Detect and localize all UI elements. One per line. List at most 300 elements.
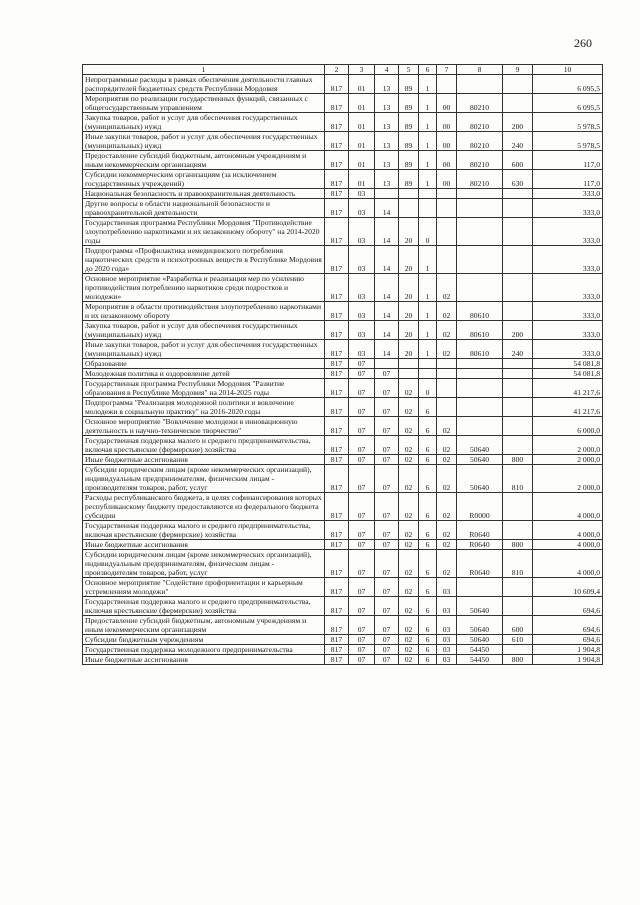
section-code-cell: 07 xyxy=(349,521,375,540)
subsection-code-cell: 07 xyxy=(375,369,399,379)
row-name-cell: Основное мероприятие «Разработка и реализация мер по усилению противодействия потреблению наркотиков среди подростков и молодежи» xyxy=(83,274,325,302)
amount-cell: 694,6 xyxy=(533,635,603,645)
program-code-cell: 89 xyxy=(399,151,419,170)
amount-cell: 54 081,8 xyxy=(533,369,603,379)
section-code-cell: 07 xyxy=(349,379,375,398)
direction-code-cell: R0000 xyxy=(457,493,503,521)
direction-code-cell: 80210 xyxy=(457,132,503,151)
table-row xyxy=(83,340,603,359)
table-row xyxy=(83,540,603,550)
row-name-cell: Государственная программа Республики Мордовия "Противодействие злоупотреблению наркотиками и их незаконному обороту" на 2014-2020 годы xyxy=(83,218,325,246)
subprogram-code-cell xyxy=(419,369,437,379)
amount-cell: 6 095,5 xyxy=(533,75,603,94)
subprogram-code-cell: 1 xyxy=(419,151,437,170)
subsection-code-cell: 14 xyxy=(375,274,399,302)
program-code-cell: 02 xyxy=(399,521,419,540)
program-code-cell: 20 xyxy=(399,321,419,340)
program-code-cell: 02 xyxy=(399,655,419,665)
row-name-cell: Субсидии бюджетным учреждениям xyxy=(83,635,325,645)
table-row xyxy=(83,199,603,218)
section-code-cell: 01 xyxy=(349,75,375,94)
table-row xyxy=(83,246,603,274)
table-row xyxy=(83,436,603,455)
event-code-cell: 03 xyxy=(437,578,457,597)
subsection-code-cell: 07 xyxy=(375,540,399,550)
ministry-code-cell: 817 xyxy=(325,94,349,113)
table-row xyxy=(83,94,603,113)
program-code-cell: 89 xyxy=(399,132,419,151)
direction-code-cell xyxy=(457,578,503,597)
amount-cell: 333,0 xyxy=(533,321,603,340)
ministry-code-cell: 817 xyxy=(325,417,349,436)
program-code-cell: 20 xyxy=(399,340,419,359)
program-code-cell: 02 xyxy=(399,540,419,550)
program-code-cell: 02 xyxy=(399,379,419,398)
amount-cell: 117,0 xyxy=(533,151,603,170)
program-code-cell: 89 xyxy=(399,75,419,94)
row-name-cell: Иные закупки товаров, работ и услуг для обеспечения государственных (муниципальных) нужд xyxy=(83,132,325,151)
ministry-code-cell: 817 xyxy=(325,578,349,597)
table-row xyxy=(83,151,603,170)
direction-code-cell: 50640 xyxy=(457,465,503,493)
section-code-cell: 07 xyxy=(349,369,375,379)
row-name-cell: Подпрограмма "Реализация молодежной политики и вовлечение молодежи в социальную практику" на 2016-2020 годы xyxy=(83,398,325,417)
subprogram-code-cell: 0 xyxy=(419,218,437,246)
event-code-cell: 02 xyxy=(437,455,457,465)
direction-code-cell: R0640 xyxy=(457,550,503,578)
subprogram-code-cell: 6 xyxy=(419,578,437,597)
table-row xyxy=(83,274,603,302)
amount-cell: 5 978,5 xyxy=(533,113,603,132)
table-row xyxy=(83,578,603,597)
subprogram-code-cell: 6 xyxy=(419,655,437,665)
subprogram-code-cell: 1 xyxy=(419,113,437,132)
table-row xyxy=(83,455,603,465)
direction-code-cell: 50640 xyxy=(457,436,503,455)
subsection-code-cell: 07 xyxy=(375,578,399,597)
section-code-cell: 07 xyxy=(349,578,375,597)
expense-type-cell xyxy=(503,436,533,455)
direction-code-cell xyxy=(457,379,503,398)
subsection-code-cell: 07 xyxy=(375,645,399,655)
ministry-code-cell: 817 xyxy=(325,151,349,170)
amount-cell: 1 904,8 xyxy=(533,645,603,655)
column-header: 4 xyxy=(375,65,399,75)
column-header: 7 xyxy=(437,65,457,75)
subsection-code-cell: 07 xyxy=(375,521,399,540)
ministry-code-cell: 817 xyxy=(325,170,349,189)
amount-cell: 4 000,0 xyxy=(533,540,603,550)
program-code-cell: 89 xyxy=(399,170,419,189)
program-code-cell: 02 xyxy=(399,465,419,493)
program-code-cell: 02 xyxy=(399,550,419,578)
program-code-cell: 02 xyxy=(399,645,419,655)
expense-type-cell xyxy=(503,246,533,274)
row-name-cell: Субсидии юридическим лицам (кроме некоммерческих организаций), индивидуальным предпринимателям, физическим лицам - производителям товаров, работ, услуг xyxy=(83,550,325,578)
expense-type-cell xyxy=(503,578,533,597)
table-row xyxy=(83,597,603,616)
direction-code-cell xyxy=(457,369,503,379)
table-row xyxy=(83,189,603,199)
event-code-cell: 02 xyxy=(437,340,457,359)
subprogram-code-cell: 6 xyxy=(419,521,437,540)
expense-type-cell xyxy=(503,521,533,540)
subprogram-code-cell: 1 xyxy=(419,132,437,151)
row-name-cell: Государственная поддержка молодежного предпринимательства xyxy=(83,645,325,655)
section-code-cell: 07 xyxy=(349,359,375,369)
expense-type-cell: 240 xyxy=(503,340,533,359)
subprogram-code-cell: 6 xyxy=(419,465,437,493)
table-row xyxy=(83,635,603,645)
expense-type-cell xyxy=(503,379,533,398)
program-code-cell: 02 xyxy=(399,493,419,521)
event-code-cell xyxy=(437,75,457,94)
amount-cell: 333,0 xyxy=(533,189,603,199)
direction-code-cell: 50640 xyxy=(457,616,503,635)
direction-code-cell xyxy=(457,189,503,199)
expense-type-cell xyxy=(503,218,533,246)
column-header: 5 xyxy=(399,65,419,75)
section-code-cell: 07 xyxy=(349,465,375,493)
table-row xyxy=(83,75,603,94)
section-code-cell: 07 xyxy=(349,597,375,616)
expense-type-cell: 200 xyxy=(503,321,533,340)
row-name-cell: Мероприятия по реализации государственных функций, связанных с общегосударственным управлением xyxy=(83,94,325,113)
row-name-cell: Предоставление субсидий бюджетным, автономным учреждениям и иным некоммерческим организациям xyxy=(83,616,325,635)
amount-cell: 41 217,6 xyxy=(533,379,603,398)
amount-cell: 5 978,5 xyxy=(533,132,603,151)
expense-type-cell: 810 xyxy=(503,550,533,578)
direction-code-cell xyxy=(457,359,503,369)
expense-type-cell xyxy=(503,75,533,94)
program-code-cell xyxy=(399,359,419,369)
expense-type-cell: 800 xyxy=(503,540,533,550)
subsection-code-cell: 07 xyxy=(375,417,399,436)
row-name-cell: Образование xyxy=(83,359,325,369)
subsection-code-cell: 07 xyxy=(375,455,399,465)
subsection-code-cell: 07 xyxy=(375,597,399,616)
event-code-cell: 03 xyxy=(437,655,457,665)
ministry-code-cell: 817 xyxy=(325,274,349,302)
direction-code-cell: 50640 xyxy=(457,455,503,465)
subprogram-code-cell: 6 xyxy=(419,550,437,578)
subsection-code-cell: 07 xyxy=(375,635,399,645)
amount-cell: 4 000,0 xyxy=(533,521,603,540)
page-number: 260 xyxy=(574,36,592,50)
section-code-cell: 03 xyxy=(349,199,375,218)
amount-cell: 6 095,5 xyxy=(533,94,603,113)
row-name-cell: Иные закупки товаров, работ и услуг для обеспечения государственных (муниципальных) нужд xyxy=(83,340,325,359)
event-code-cell xyxy=(437,359,457,369)
program-code-cell: 20 xyxy=(399,218,419,246)
table-row xyxy=(83,218,603,246)
subsection-code-cell: 07 xyxy=(375,379,399,398)
table-row xyxy=(83,113,603,132)
row-name-cell: Государственная поддержка малого и среднего предпринимательства, включая крестьянские (фермерские) хозяйства xyxy=(83,521,325,540)
amount-cell: 694,6 xyxy=(533,616,603,635)
column-header: 3 xyxy=(349,65,375,75)
ministry-code-cell: 817 xyxy=(325,246,349,274)
amount-cell: 4 000,0 xyxy=(533,493,603,521)
ministry-code-cell: 817 xyxy=(325,465,349,493)
amount-cell: 333,0 xyxy=(533,302,603,321)
expense-type-cell xyxy=(503,398,533,417)
amount-cell: 117,0 xyxy=(533,170,603,189)
expense-type-cell: 630 xyxy=(503,170,533,189)
expense-type-cell xyxy=(503,597,533,616)
subprogram-code-cell: 6 xyxy=(419,597,437,616)
table-row xyxy=(83,132,603,151)
program-code-cell: 02 xyxy=(399,417,419,436)
direction-code-cell: 80610 xyxy=(457,340,503,359)
ministry-code-cell: 817 xyxy=(325,540,349,550)
direction-code-cell: 54450 xyxy=(457,655,503,665)
program-code-cell: 02 xyxy=(399,635,419,645)
subprogram-code-cell: 1 xyxy=(419,170,437,189)
direction-code-cell: 80210 xyxy=(457,94,503,113)
event-code-cell: 02 xyxy=(437,465,457,493)
direction-code-cell: 80210 xyxy=(457,170,503,189)
ministry-code-cell: 817 xyxy=(325,521,349,540)
event-code-cell: 02 xyxy=(437,321,457,340)
row-name-cell: Национальная безопасность и правоохранительная деятельность xyxy=(83,189,325,199)
expense-type-cell: 240 xyxy=(503,132,533,151)
ministry-code-cell: 817 xyxy=(325,635,349,645)
row-name-cell: Основное мероприятие "Содействие профориентации и карьерным устремлениям молодежи" xyxy=(83,578,325,597)
amount-cell: 333,0 xyxy=(533,199,603,218)
event-code-cell: 02 xyxy=(437,521,457,540)
subprogram-code-cell: 6 xyxy=(419,417,437,436)
amount-cell: 6 000,0 xyxy=(533,417,603,436)
expense-type-cell xyxy=(503,189,533,199)
subprogram-code-cell: 6 xyxy=(419,436,437,455)
table-row xyxy=(83,616,603,635)
section-code-cell: 07 xyxy=(349,398,375,417)
subsection-code-cell: 14 xyxy=(375,246,399,274)
direction-code-cell xyxy=(457,417,503,436)
expense-type-cell xyxy=(503,417,533,436)
program-code-cell xyxy=(399,199,419,218)
event-code-cell: 00 xyxy=(437,132,457,151)
subsection-code-cell: 07 xyxy=(375,436,399,455)
subprogram-code-cell: 6 xyxy=(419,645,437,655)
amount-cell: 4 000,0 xyxy=(533,550,603,578)
ministry-code-cell: 817 xyxy=(325,218,349,246)
event-code-cell: 02 xyxy=(437,302,457,321)
direction-code-cell: R0640 xyxy=(457,521,503,540)
direction-code-cell xyxy=(457,398,503,417)
subprogram-code-cell: 6 xyxy=(419,635,437,645)
direction-code-cell: 50640 xyxy=(457,597,503,616)
table-row xyxy=(83,170,603,189)
row-name-cell: Иные бюджетные ассигнования xyxy=(83,455,325,465)
column-header: 10 xyxy=(533,65,603,75)
amount-cell: 2 000,0 xyxy=(533,436,603,455)
row-name-cell: Иные бюджетные ассигнования xyxy=(83,655,325,665)
column-header: 8 xyxy=(457,65,503,75)
subsection-code-cell: 14 xyxy=(375,340,399,359)
subprogram-code-cell: 1 xyxy=(419,340,437,359)
expense-type-cell: 200 xyxy=(503,113,533,132)
section-code-cell: 01 xyxy=(349,113,375,132)
amount-cell: 41 217,6 xyxy=(533,398,603,417)
ministry-code-cell: 817 xyxy=(325,550,349,578)
section-code-cell: 01 xyxy=(349,94,375,113)
program-code-cell: 02 xyxy=(399,616,419,635)
subprogram-code-cell: 6 xyxy=(419,540,437,550)
program-code-cell xyxy=(399,189,419,199)
program-code-cell: 02 xyxy=(399,578,419,597)
row-name-cell: Молодежная политика и оздоровление детей xyxy=(83,369,325,379)
expense-type-cell: 600 xyxy=(503,151,533,170)
ministry-code-cell: 817 xyxy=(325,132,349,151)
expense-type-cell xyxy=(503,302,533,321)
subsection-code-cell: 07 xyxy=(375,465,399,493)
subprogram-code-cell: 6 xyxy=(419,493,437,521)
ministry-code-cell: 817 xyxy=(325,302,349,321)
subsection-code-cell: 07 xyxy=(375,616,399,635)
subprogram-code-cell: 6 xyxy=(419,455,437,465)
column-header: 2 xyxy=(325,65,349,75)
direction-code-cell: 54450 xyxy=(457,645,503,655)
section-code-cell: 07 xyxy=(349,616,375,635)
column-header: 9 xyxy=(503,65,533,75)
subsection-code-cell: 14 xyxy=(375,199,399,218)
amount-cell: 54 081,8 xyxy=(533,359,603,369)
expense-type-cell xyxy=(503,359,533,369)
program-code-cell: 89 xyxy=(399,94,419,113)
table-row xyxy=(83,398,603,417)
row-name-cell: Другие вопросы в области национальной безопасности и правоохранительной деятельности xyxy=(83,199,325,218)
table-row xyxy=(83,493,603,521)
expense-type-cell: 810 xyxy=(503,465,533,493)
budget-table xyxy=(82,64,603,665)
table-body xyxy=(83,65,603,665)
ministry-code-cell: 817 xyxy=(325,75,349,94)
table-row xyxy=(83,302,603,321)
table-row xyxy=(83,645,603,655)
ministry-code-cell: 817 xyxy=(325,340,349,359)
ministry-code-cell: 817 xyxy=(325,645,349,655)
row-name-cell: Подпрограмма «Профилактика немедицинского потребления наркотических средств и психотропных веществ в Республике Мордовия до 2020 года» xyxy=(83,246,325,274)
ministry-code-cell: 817 xyxy=(325,359,349,369)
event-code-cell: 00 xyxy=(437,113,457,132)
section-code-cell: 07 xyxy=(349,540,375,550)
subprogram-code-cell xyxy=(419,199,437,218)
subsection-code-cell: 13 xyxy=(375,132,399,151)
row-name-cell: Иные бюджетные ассигнования xyxy=(83,540,325,550)
ministry-code-cell: 817 xyxy=(325,321,349,340)
table-row xyxy=(83,521,603,540)
section-code-cell: 01 xyxy=(349,170,375,189)
event-code-cell: 02 xyxy=(437,274,457,302)
expense-type-cell: 800 xyxy=(503,655,533,665)
row-name-cell: Закупка товаров, работ и услуг для обеспечения государственных (муниципальных) нужд xyxy=(83,321,325,340)
program-code-cell: 20 xyxy=(399,274,419,302)
event-code-cell: 03 xyxy=(437,635,457,645)
program-code-cell: 20 xyxy=(399,246,419,274)
table-row xyxy=(83,655,603,665)
event-code-cell xyxy=(437,398,457,417)
subprogram-code-cell: 1 xyxy=(419,302,437,321)
section-code-cell: 01 xyxy=(349,151,375,170)
ministry-code-cell: 817 xyxy=(325,655,349,665)
section-code-cell: 07 xyxy=(349,635,375,645)
amount-cell: 2 000,0 xyxy=(533,455,603,465)
table-row xyxy=(83,465,603,493)
expense-type-cell xyxy=(503,94,533,113)
event-code-cell: 03 xyxy=(437,616,457,635)
row-name-cell: Основное мероприятие "Вовлечение молодежи в инновационную деятельность и научно-техническое творчество" xyxy=(83,417,325,436)
row-name-cell: Непрограммные расходы в рамках обеспечения деятельности главных распорядителей бюджетных средств Республики Мордовия xyxy=(83,75,325,94)
section-code-cell: 07 xyxy=(349,455,375,465)
event-code-cell: 00 xyxy=(437,94,457,113)
ministry-code-cell: 817 xyxy=(325,113,349,132)
subprogram-code-cell xyxy=(419,359,437,369)
event-code-cell: 02 xyxy=(437,540,457,550)
row-name-cell: Государственная поддержка малого и среднего предпринимательства, включая крестьянские (фермерские) хозяйства xyxy=(83,597,325,616)
row-name-cell: Расходы республиканского бюджета, в целях софинансирования которых республиканскому бюджету предоставляются из федерального бюджета субсидии xyxy=(83,493,325,521)
expense-type-cell xyxy=(503,199,533,218)
amount-cell: 1 904,8 xyxy=(533,655,603,665)
table-header-row xyxy=(83,65,603,75)
program-code-cell: 02 xyxy=(399,597,419,616)
section-code-cell: 01 xyxy=(349,132,375,151)
subsection-code-cell: 14 xyxy=(375,302,399,321)
event-code-cell: 03 xyxy=(437,597,457,616)
subsection-code-cell: 13 xyxy=(375,113,399,132)
program-code-cell: 89 xyxy=(399,113,419,132)
event-code-cell xyxy=(437,369,457,379)
section-code-cell: 03 xyxy=(349,321,375,340)
row-name-cell: Государственная поддержка малого и среднего предпринимательства, включая крестьянские (фермерские) хозяйства xyxy=(83,436,325,455)
section-code-cell: 07 xyxy=(349,493,375,521)
section-code-cell: 03 xyxy=(349,274,375,302)
direction-code-cell xyxy=(457,246,503,274)
ministry-code-cell: 817 xyxy=(325,379,349,398)
event-code-cell: 02 xyxy=(437,417,457,436)
subprogram-code-cell: 6 xyxy=(419,616,437,635)
program-code-cell: 02 xyxy=(399,398,419,417)
subprogram-code-cell: 1 xyxy=(419,321,437,340)
ministry-code-cell: 817 xyxy=(325,616,349,635)
program-code-cell: 02 xyxy=(399,455,419,465)
program-code-cell: 20 xyxy=(399,302,419,321)
table-row xyxy=(83,550,603,578)
table-row xyxy=(83,359,603,369)
direction-code-cell: 80610 xyxy=(457,321,503,340)
subsection-code-cell: 07 xyxy=(375,493,399,521)
ministry-code-cell: 817 xyxy=(325,597,349,616)
subsection-code-cell: 14 xyxy=(375,218,399,246)
ministry-code-cell: 817 xyxy=(325,436,349,455)
event-code-cell: 02 xyxy=(437,493,457,521)
row-name-cell: Субсидии юридическим лицам (кроме некоммерческих организаций), индивидуальным предпринимателям, физическим лицам - производителям товаров, работ, услуг xyxy=(83,465,325,493)
program-code-cell xyxy=(399,369,419,379)
amount-cell: 694,6 xyxy=(533,597,603,616)
ministry-code-cell: 817 xyxy=(325,199,349,218)
subsection-code-cell: 07 xyxy=(375,398,399,417)
direction-code-cell xyxy=(457,75,503,94)
event-code-cell xyxy=(437,218,457,246)
table-row xyxy=(83,321,603,340)
event-code-cell: 00 xyxy=(437,151,457,170)
subprogram-code-cell: 1 xyxy=(419,246,437,274)
section-code-cell: 07 xyxy=(349,645,375,655)
event-code-cell xyxy=(437,199,457,218)
amount-cell: 333,0 xyxy=(533,246,603,274)
expense-type-cell: 610 xyxy=(503,635,533,645)
